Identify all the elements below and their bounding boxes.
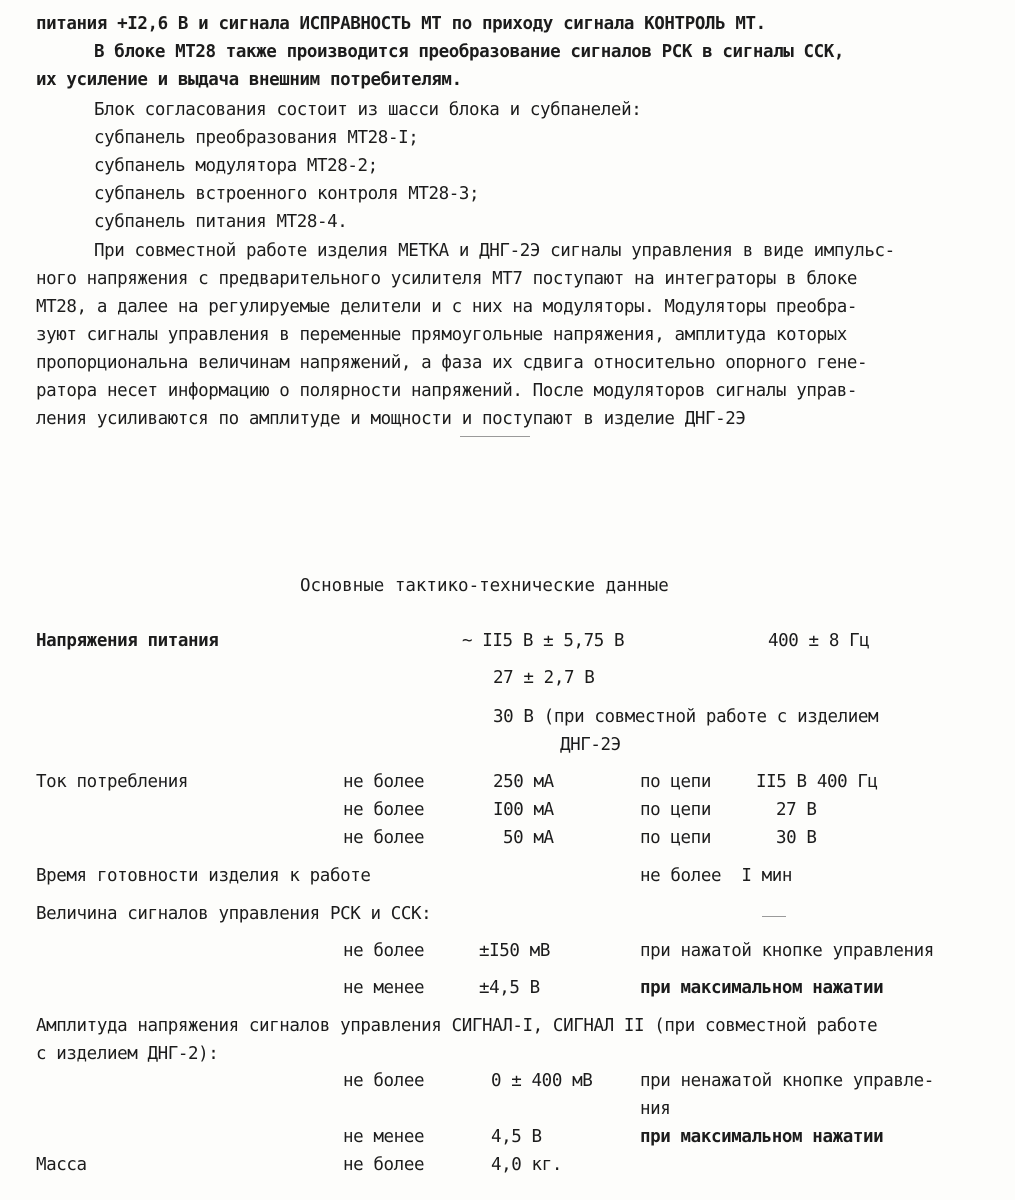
amplitude-value: 0 ± 400 мВ <box>491 1071 593 1091</box>
spec-label-current: Ток потребления <box>36 772 189 792</box>
spec-power-freq: 400 ± 8 Гц <box>768 631 870 651</box>
current-value: I00 мА <box>493 800 554 820</box>
signal-value: ±4,5 В <box>479 978 540 998</box>
text-line: ратора несет информацию о полярности напряжений. После модуляторов сигналы управ- <box>36 381 858 401</box>
signal-note: при нажатой кнопке управления <box>640 941 934 961</box>
text-line: субпанель питания МТ28-4. <box>94 212 348 232</box>
amplitude-note: при максимальном нажатии <box>640 1127 884 1147</box>
mass-limit: не более <box>343 1155 425 1175</box>
scan-mark <box>762 916 786 917</box>
text-line: Блок согласования состоит из шасси блока и субпанелей: <box>94 100 642 120</box>
text-line: ления усиливаются по амплитуде и мощности и поступают в изделие ДНГ-2Э <box>36 409 746 429</box>
signal-limit: не менее <box>343 978 425 998</box>
text-line: ного напряжения с предварительного усилителя МТ7 поступают на интеграторы в блоке <box>36 269 858 289</box>
amplitude-limit: не более <box>343 1071 425 1091</box>
current-value: 250 мА <box>493 772 554 792</box>
amplitude-value: 4,5 В <box>491 1127 542 1147</box>
spec-label-ready: Время готовности изделия к работе <box>36 866 371 886</box>
spec-label-mass: Масса <box>36 1155 87 1175</box>
current-limit: не более <box>343 800 425 820</box>
amplitude-note-cont: ния <box>640 1099 671 1119</box>
spec-label-amplitude-cont: с изделием ДНГ-2): <box>36 1044 219 1064</box>
text-line: субпанель встроенного контроля МТ28-3; <box>94 184 480 204</box>
text-line: субпанель преобразования МТ28-I; <box>94 128 419 148</box>
spec-label-signals: Величина сигналов управления РСК и ССК: <box>36 904 432 924</box>
signal-value: ±I50 мВ <box>479 941 550 961</box>
text-line: их усиление и выдача внешним потребителям. <box>36 70 462 90</box>
current-limit: не более <box>343 772 425 792</box>
current-circuit: по цепи <box>640 800 711 820</box>
signal-limit: не более <box>343 941 425 961</box>
current-circuit: по цепи <box>640 772 711 792</box>
scan-mark <box>460 436 530 437</box>
text-line: При совместной работе изделия МЕТКА и ДНГ-2Э сигналы управления в виде импульс- <box>94 241 895 261</box>
text-line: МТ28, а далее на регулируемые делители и с них на модуляторы. Модуляторы преобра- <box>36 297 858 317</box>
current-spec: 30 В <box>776 828 817 848</box>
current-value: 50 мА <box>503 828 554 848</box>
spec-power-dc2: 30 В (при совместной работе с изделием <box>493 707 879 727</box>
current-spec: 27 В <box>776 800 817 820</box>
text-line: питания +I2,6 В и сигнала ИСПРАВНОСТЬ МТ по приходу сигнала КОНТРОЛЬ МТ. <box>36 14 766 34</box>
amplitude-note: при ненажатой кнопке управле- <box>640 1071 934 1091</box>
spec-power-dc2-cont: ДНГ-2Э <box>560 735 621 755</box>
mass-value: 4,0 кг. <box>491 1155 562 1175</box>
spec-power-ac: ~ II5 В ± 5,75 В <box>462 631 625 651</box>
current-limit: не более <box>343 828 425 848</box>
current-spec: II5 В 400 Гц <box>756 772 878 792</box>
text-line: зуют сигналы управления в переменные прямоугольные напряжения, амплитуда которых <box>36 325 847 345</box>
current-circuit: по цепи <box>640 828 711 848</box>
spec-ready-value: не более I мин <box>640 866 793 886</box>
section-title: Основные тактико-технические данные <box>300 576 669 596</box>
spec-label-amplitude: Амплитуда напряжения сигналов управления СИГНАЛ-I, СИГНАЛ II (при совместной работе <box>36 1016 878 1036</box>
text-line: субпанель модулятора МТ28-2; <box>94 156 378 176</box>
amplitude-limit: не менее <box>343 1127 425 1147</box>
text-line: пропорциональна величинам напряжений, а фаза их сдвига относительно опорного гене- <box>36 353 868 373</box>
spec-label-power: Напряжения питания <box>36 631 219 651</box>
text-line: В блоке МТ28 также производится преобразование сигналов РСК в сигналы ССК, <box>94 42 845 62</box>
signal-note: при максимальном нажатии <box>640 978 884 998</box>
spec-power-dc1: 27 ± 2,7 В <box>493 668 595 688</box>
